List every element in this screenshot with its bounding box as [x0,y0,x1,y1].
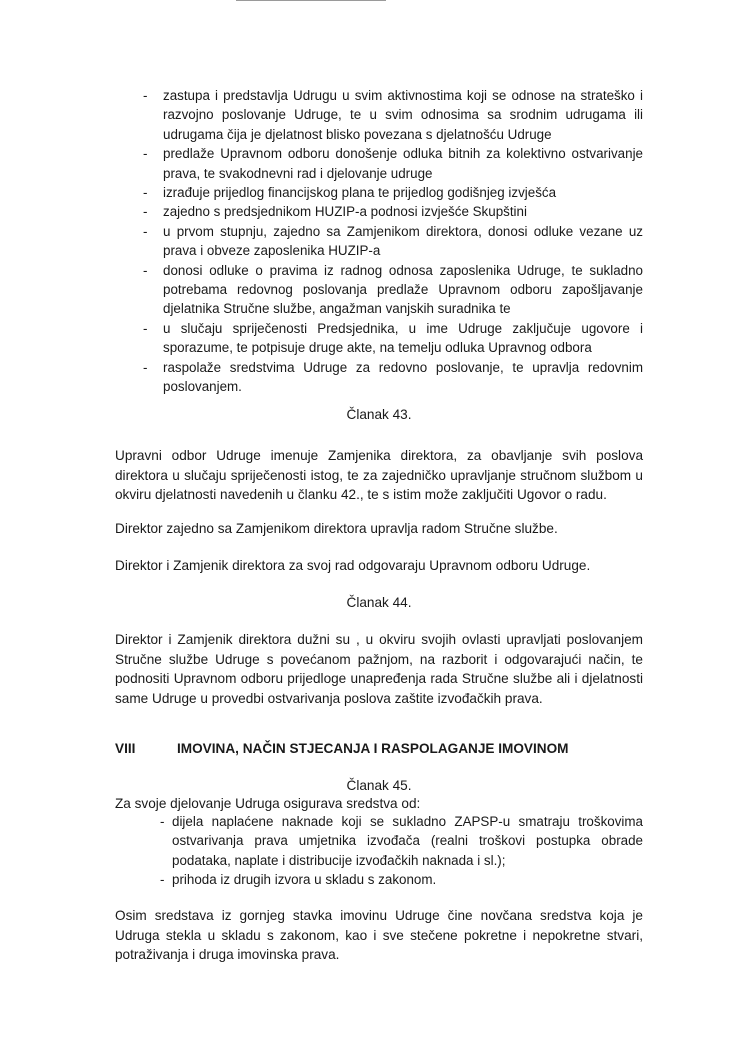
section-number: VIII [115,741,136,756]
article-43-paragraph-1: Upravni odbor Udruge imenuje Zamjenika direktora, za obavljanje svih poslova direktora u slučaju spriječenosti istog, te za zajedničko upravljanje stručnom službom u okviru djelatnosti navedenih u članku 42., te s istim može zaključiti Ugovor o radu. [115,448,643,503]
article-45-paragraph-2: Osim sredstava iz gornjeg stavka imovinu Udruge čine novčana sredstva koja je Udruga stekla u skladu s zakonom, kao i sve stečene pokretne i nepokretne stvari, potraživanja i druga imovinska prava. [115,908,643,963]
director-duties-list [143,86,643,397]
article-45-heading: Članak 45. [346,778,412,793]
article-43-heading: Članak 43. [346,407,412,422]
list-item: - u slučaju spriječenosti Predsjednika, u ime Udruge zaključuje ugovore i sporazume, te potpisuje druge akte, na temelju odluka Upravnog odbora [143,319,643,358]
list-item: - izrađuje prijedlog financijskog plana te prijedlog godišnjeg izvješća [143,183,643,202]
list-item: - predlaže Upravnom odboru donošenje odluka bitnih za kolektivno ostvarivanje prava, te svakodnevni rad i djelovanje udruge [143,144,643,183]
list-item: - zajedno s predsjednikom HUZIP-a podnosi izvješće Skupštini [143,202,643,221]
list-item: - zastupa i predstavlja Udrugu u svim aktivnostima koji se odnose na strateško i razvojno poslovanje Udruge, te u svim odnosima sa srodnim udrugama ili udrugama čija je djelatnost blisko povezana s djelatnošću Udruge [143,86,643,144]
article-45-intro: Za svoje djelovanje Udruga osigurava sredstva od: [115,796,421,811]
list-item: - dijela naplaćene naknade koji se sukladno ZAPSP-u smatraju troškovima ostvarivanja prava umjetnika izvođača (realni troškovi postupka obrade podataka, naplate i distribucije izvođačkih naknada i sl.); [160,812,643,870]
section-heading: IMOVINA, NAČIN STJECANJA I RASPOLAGANJE IMOVINOM [177,741,569,756]
list-item: - raspolaže sredstvima Udruge za redovno poslovanje, te upravlja redovnim poslovanjem. [143,358,643,397]
list-item: - donosi odluke o pravima iz radnog odnosa zaposlenika Udruge, te sukladno potrebama redovnog poslovanja predlaže Upravnom odboru zapošljavanje djelatnika Stručne službe, angažman vanjskih suradnika te [143,261,643,319]
list-item: - prihoda iz drugih izvora u skladu s zakonom. [160,870,643,889]
list-item: - u prvom stupnju, zajedno sa Zamjenikom direktora, donosi odluke vezane uz prava i obveze zaposlenika HUZIP-a [143,222,643,261]
article-44-heading: Članak 44. [346,595,412,610]
article-43-paragraph-3: Direktor i Zamjenik direktora za svoj rad odgovaraju Upravnom odboru Udruge. [115,558,591,573]
article-43-paragraph-2: Direktor zajedno sa Zamjenikom direktora upravlja radom Stručne službe. [115,521,558,536]
funding-sources-list [160,812,643,890]
section-title [115,739,643,758]
top-scan-line [236,0,386,1]
article-44-paragraph-1: Direktor i Zamjenik direktora dužni su , u okviru svojih ovlasti upravljati poslovanjem Stručne službe Udruge s povećanom pažnjom, na razborit i odgovarajući način, te podnositi Upravnom odboru prijedloge unapređenja rada Stručne službe ali i djelatnosti same Udruge u provedbi ostvarivanja poslova zaštite izvođačkih prava. [115,632,643,706]
